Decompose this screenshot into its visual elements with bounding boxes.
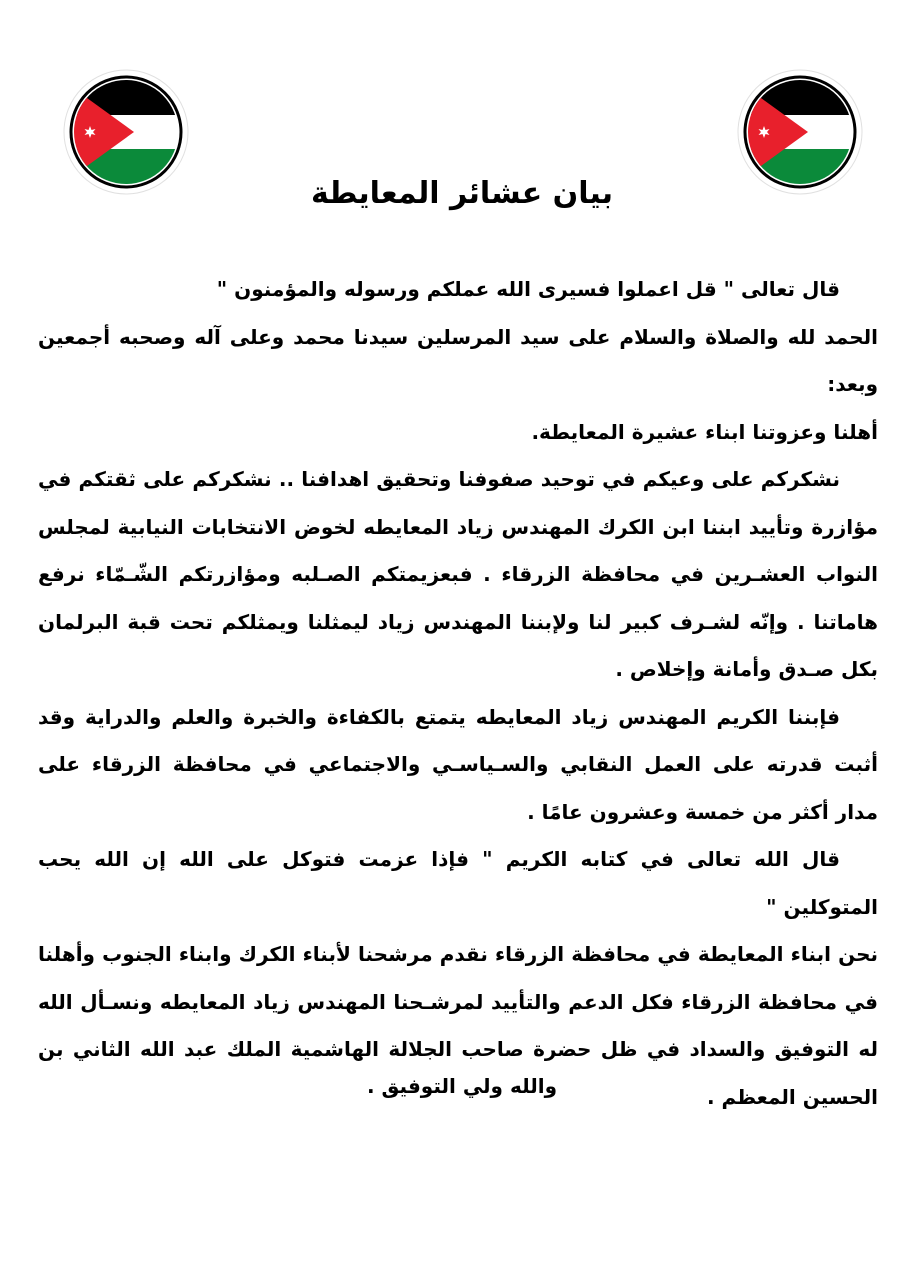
- greeting-paragraph: أهلنا وعزوتنا ابناء عشيرة المعايطة.: [531, 419, 878, 444]
- candidate-paragraph: فإبننا الكريم المهندس زياد المعايطه يتمتع بالكفاءة والخبرة والعلم والدراية وقد أثبت قدرته على العمل النقابي والسـياسـي والاجتماعي في محافظة الزرقاء على مدار أكثر من خمسة وعشرون عامًا .: [38, 704, 878, 824]
- document-title: بيان عشائر المعايطة: [310, 176, 614, 211]
- praise-paragraph: الحمد لله والصلاة والسلام على سيد المرسلين سيدنا محمد وعلى آله وصحبه أجمعين وبعد:: [38, 324, 878, 396]
- quran-quote-paragraph: قال تعالى " قل اعملوا فسيرى الله عملكم ورسوله والمؤمنون ": [216, 277, 840, 301]
- second-quote-paragraph: قال الله تعالى في كتابه الكريم " فإذا عزمت فتوكل على الله إن الله يحب المتوكلين ": [38, 847, 878, 919]
- thanks-paragraph: نشكركم على وعيكم في توحيد صفوفنا وتحقيق اهدافنا .. نشكركم على ثقتكم في مؤازرة وتأييد ابننا ابن الكرك المهندس زياد المعايطه لخوض الانتخابات النيابية لمجلس النواب العشـرين في محافظة الزرقاء . فبعزيمتكم الصـلبه ومؤازرتكم الشّـمّاء نرفع هاماتنا . وإنّه لشـرف كبير لنا ولإبننا المهندس زياد ليمثلنا ويمثلكم تحت قبة البرلمان بكل صـدق وأمانة وإخلاص .: [38, 467, 878, 681]
- closing-line: والله ولي التوفيق .: [366, 1074, 558, 1098]
- support-paragraph: نحن ابناء المعايطة في محافظة الزرقاء نقدم مرشحنا لأبناء الكرك وابناء الجنوب وأهلنا في محافظة الزرقاء فكل الدعم والتأييد لمرشـحنا المهندس زياد المعايطه ونسـأل الله له التوفيق والسداد في ظل حضرة صاحب الجلالة الهاشمية الملك عبد الله الثاني بن الحسين المعظم .: [38, 942, 878, 1109]
- statement-body: [38, 266, 878, 1121]
